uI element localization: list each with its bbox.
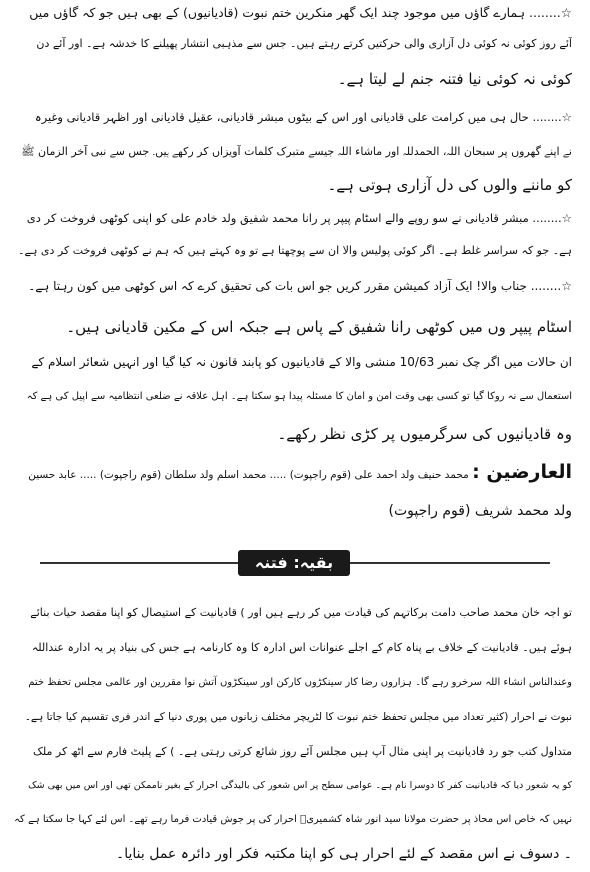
text-line: وعندالناس انشاء اللہ سرخرو رہے گا۔ ہزاروں رضا کار سینکڑوں کارکن اور سینکڑوں آتش نوا مقررین اور عالمی مجلس تحفظ ختم — [28, 677, 572, 688]
text-line: ان حالات میں اگر چک نمبر 10/63 منشی والا کے قادیانیوں کو پابند قانون نہ کیا گیا اور انہیں شعائر اسلام کے — [31, 355, 572, 369]
text-line: ☆........ مبشر قادیانی نے سو روپے والے اسٹام پیپر پر رانا محمد شفیق ولد خادم علی کو اپنی کوٹھی فروخت کر دی — [26, 211, 572, 225]
signature-line — [14, 461, 572, 486]
text-line: وہ قادیانیوں کی سرگرمیوں پر کڑی نظر رکھے۔ — [277, 425, 572, 443]
text-line: نہیں کہ خاص اس محاذ پر حضرت مولانا سید انور شاہ کشمیریؒ احرار کی پر جوش قیادت فرما رہے تھے۔ اس لئے کہا جا سکتا ہے کہ — [14, 814, 572, 825]
section-banner — [0, 550, 590, 598]
signature-line-2: ولد محمد شریف (قوم راجپوت) — [388, 503, 572, 519]
text-line: ☆........ ہمارے گاؤں میں موجود چند ایک گھر منکرین ختم نبوت (قادیانیوں) کے بھی ہیں جو کہ گاؤں میں — [29, 5, 572, 20]
text-line: آئے روز کوئی نہ کوئی دل آزاری والی حرکتیں کرتے رہتے ہیں۔ جس سے مذہبی انتشار پھیلنے کا خدشہ ہے۔ اور آئے دن — [36, 37, 572, 50]
text-line: ☆........ حال ہی میں کرامت علی قادیانی اور اس کے بیٹوں مبشر قادیانی، عقیل قادیانی اور اظہر قادیانی وغیرہ — [34, 110, 572, 124]
signature-names: محمد حنیف ولد احمد علی (قوم راجپوت) ..... محمد اسلم ولد سلطان (قوم راجپوت) ..... عابد حسین — [28, 469, 469, 481]
text-line: ہے۔ جو کہ سراسر غلط ہے۔ اگر کوئی پولیس والا ان سے پوچھتا ہے تو وہ کہتے ہیں کہ ہم نے کوٹھی فروخت کر دی ہے۔ — [18, 244, 572, 257]
text-line: نے اپنے گھروں پر سبحان اللہ، الحمدللہ اور ماشاء اللہ جیسے متبرک کلمات آویزاں کر رکھے ہیں۔ جس سے نبی آخر الزمان ﷺ — [21, 145, 572, 158]
banner-title: بقیہ: فتنہ قادیانیت — [238, 550, 350, 576]
text-line: نبوت نے احرار (کثیر تعداد میں مجلس تحفظ ختم نبوت کا لٹریچر مختلف زبانوں میں پوری دنیا کے اندر فری تقسیم کیا جاتا ہے۔ — [24, 711, 572, 723]
text-line: اسٹام پیپر وں میں کوٹھی رانا شفیق کے پاس ہے جبکہ اس کے مکین قادیانی ہیں۔ — [66, 318, 572, 336]
text-line: کو ماننے والوں کی دل آزاری ہوتی ہے۔ — [327, 176, 572, 194]
text-line: استعمال سے نہ روکا گیا تو کسی بھی وقت امن و امان کا مسئلہ پیدا ہو سکتا ہے۔ اہل علاقہ نے ضلعی انتظامیہ سے اپیل کی ہے کہ — [26, 391, 572, 402]
text-line: ☆........ جناب والا! ایک آزاد کمیشن مقرر کریں جو اس بات کی تحقیق کرے کہ اس کوٹھی میں کون رہتا ہے۔ — [28, 279, 572, 293]
signature-heading: العارضین : — [472, 461, 572, 483]
text-line: کو یہ شعور دیا کہ قادیانیت کفر کا دوسرا نام ہے۔ عوامی سطح پر اس شعور کی بالیدگی احرار کے بغیر ناممکن تھی اور اس میں بھی شک — [28, 780, 572, 791]
text-line: ۔ دسوف نے اس مقصد کے لئے احرار ہی کو اپنا مکتبہ فکر اور دائرہ عمل بنایا۔ — [116, 846, 572, 862]
text-line: تو اجہ خان محمد صاحب دامت برکاتہم کی قیادت میں کر رہے ہیں اور ) قادیانیت کے استیصال کو اپنا مقصد حیات بنائے — [30, 606, 572, 619]
text-line: متداول کتب جو رد قادیانیت پر اپنی مثال آپ ہیں مجلس آئے روز شائع کرتی رہتی ہے۔ ) کے پلیٹ فارم سے اٹھ کر ملک — [33, 745, 572, 758]
text-line: ہوئے ہیں۔ قادیانیت کے خلاف بے پناہ کام کے اجلے عنوانات اس ادارہ کا وہ کارنامہ ہے جس کی بنیاد پر یہ ادارہ عنداللہ — [31, 641, 572, 654]
text-line: کوئی نہ کوئی نیا فتنہ جنم لے لیتا ہے۔ — [337, 70, 572, 88]
